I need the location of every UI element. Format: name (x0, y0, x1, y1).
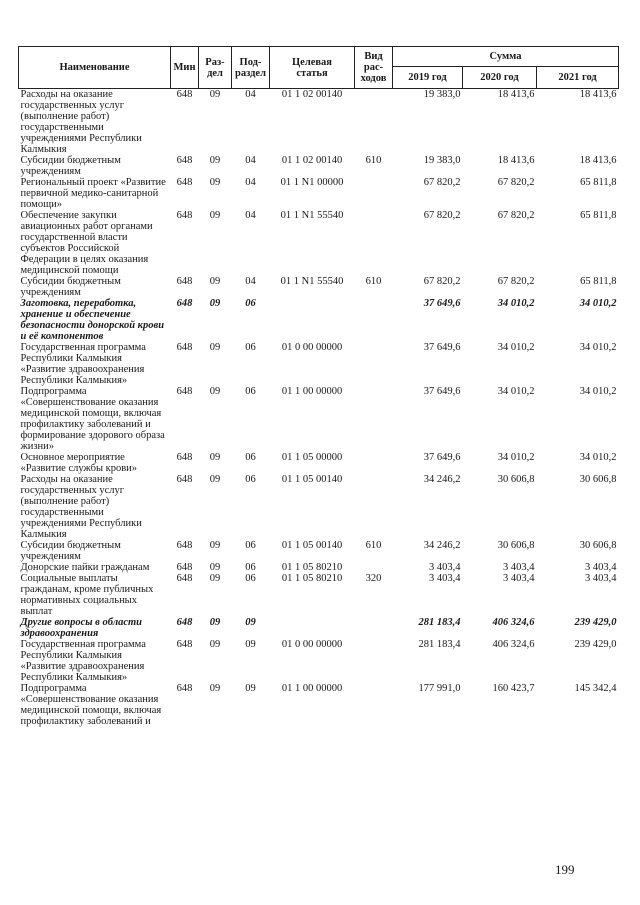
row-sum-2021: 3 403,4 (585, 573, 617, 584)
row-subsection: 09 (245, 683, 256, 694)
row-expense-type (355, 386, 393, 452)
row-sum-2020: 3 403,4 (503, 573, 535, 584)
header-name: Наименование (19, 47, 171, 89)
row-section: 09 (209, 562, 221, 573)
row-section: 09 (209, 177, 221, 188)
row-ministry: 648 (176, 617, 193, 628)
row-expense-type: 610 (365, 540, 382, 551)
row-section: 09 (209, 573, 221, 584)
row-subsection: 04 (245, 210, 256, 221)
row-expense-type: 610 (365, 276, 382, 287)
row-name: Подпрограмма «Совершенствование оказания медицинской помощи, включая профилактику заболеваний и (20, 683, 162, 727)
table-row (19, 540, 619, 562)
row-ministry: 648 (176, 210, 193, 221)
row-sum-2021: 3 403,4 (585, 562, 617, 573)
row-expense-type (355, 474, 393, 540)
row-sum-2020: 34 010,2 (497, 452, 535, 463)
header-target-item: Целевая статья (270, 47, 355, 89)
page-number: 199 (555, 862, 575, 877)
row-ministry: 648 (176, 562, 193, 573)
row-ministry: 648 (176, 342, 193, 353)
header-year-2021: 2021 год (537, 67, 619, 89)
row-sum-2020: 67 820,2 (497, 276, 535, 287)
row-name: Субсидии бюджетным учреждениям (20, 155, 121, 177)
header-section: Раз- дел (199, 47, 232, 89)
row-expense-type: 610 (365, 155, 382, 166)
row-name: Расходы на оказание государственных услуг (выполнение работ) государственными учреждениями Республики Калмыкия (20, 474, 142, 540)
row-ministry: 648 (176, 298, 193, 309)
row-sum-2020: 18 413,6 (497, 155, 535, 166)
header-ministry: Мин (171, 47, 199, 89)
row-section: 09 (209, 276, 221, 287)
row-sum-2019: 3 403,4 (429, 573, 461, 584)
row-sum-2020: 160 423,7 (492, 683, 535, 694)
header-expense-type: Вид рас- ходов (355, 47, 393, 89)
row-sum-2021: 239 429,0 (574, 639, 617, 650)
row-section: 09 (209, 342, 221, 353)
table-row (19, 89, 619, 156)
row-name: Социальные выплаты гражданам, кроме публичных нормативных социальных выплат (20, 573, 154, 617)
row-sum-2019: 37 649,6 (423, 452, 461, 463)
row-sum-2020: 67 820,2 (497, 210, 535, 221)
row-sum-2019: 37 649,6 (423, 386, 461, 397)
row-sum-2021: 65 811,8 (580, 177, 617, 188)
row-ministry: 648 (176, 177, 193, 188)
row-sum-2020: 34 010,2 (497, 386, 535, 397)
row-section: 09 (209, 452, 221, 463)
row-expense-type (355, 210, 393, 276)
table-row (19, 617, 619, 639)
table-row (19, 210, 619, 276)
row-section: 09 (209, 298, 221, 309)
row-expense-type (355, 562, 393, 573)
row-expense-type (355, 639, 393, 683)
row-sum-2020: 30 606,8 (497, 540, 535, 551)
row-sum-2021: 145 342,4 (574, 683, 617, 694)
row-sum-2020: 3 403,4 (503, 562, 535, 573)
table-row (19, 386, 619, 452)
row-ministry: 648 (176, 474, 193, 485)
row-ministry: 648 (176, 386, 193, 397)
row-target-item: 01 1 05 80210 (281, 562, 343, 573)
row-target-item: 01 1 02 00140 (281, 89, 343, 100)
row-name: Подпрограмма «Совершенствование оказания медицинской помощи, включая профилактику заболеваний и формирование здорового образа жизни» (20, 386, 165, 452)
row-sum-2020: 18 413,6 (497, 89, 535, 100)
row-ministry: 648 (176, 276, 193, 287)
header-subsection: Под- раздел (232, 47, 270, 89)
row-name: Основное мероприятие «Развитие службы крови» (20, 452, 138, 474)
budget-table (18, 46, 619, 727)
row-sum-2019: 67 820,2 (423, 276, 461, 287)
row-section: 09 (209, 89, 221, 100)
table-row (19, 474, 619, 540)
row-sum-2021: 239 429,0 (574, 617, 617, 628)
row-sum-2020: 406 324,6 (492, 639, 535, 650)
row-subsection: 04 (245, 155, 256, 166)
row-sum-2019: 19 383,0 (423, 89, 461, 100)
row-sum-2019: 67 820,2 (423, 210, 461, 221)
row-expense-type (355, 452, 393, 474)
row-sum-2020: 34 010,2 (497, 342, 535, 353)
table-row (19, 573, 619, 617)
row-section: 09 (209, 386, 221, 397)
row-sum-2021: 34 010,2 (579, 298, 617, 309)
row-target-item: 01 0 00 00000 (281, 639, 343, 650)
row-target-item (270, 617, 355, 639)
row-sum-2020: 34 010,2 (497, 298, 535, 309)
row-subsection: 06 (245, 342, 256, 353)
header-sum: Сумма (393, 47, 619, 67)
row-expense-type (355, 89, 393, 156)
row-name: Субсидии бюджетным учреждениям (20, 276, 121, 298)
row-sum-2019: 34 246,2 (423, 474, 461, 485)
row-ministry: 648 (176, 573, 193, 584)
row-section: 09 (209, 683, 221, 694)
row-target-item: 01 1 02 00140 (281, 155, 343, 166)
row-section: 09 (209, 210, 221, 221)
row-sum-2019: 37 649,6 (423, 342, 461, 353)
table-row (19, 155, 619, 177)
row-subsection: 06 (245, 298, 256, 309)
row-ministry: 648 (176, 639, 193, 650)
row-sum-2019: 34 246,2 (423, 540, 461, 551)
row-subsection: 06 (245, 386, 256, 397)
row-section: 09 (209, 639, 221, 650)
row-target-item: 01 1 05 00140 (281, 540, 343, 551)
row-sum-2019: 37 649,6 (423, 298, 461, 309)
row-section: 09 (209, 540, 221, 551)
row-name: Другие вопросы в области здравоохранения (20, 617, 143, 639)
row-sum-2019: 281 183,4 (418, 639, 461, 650)
row-ministry: 648 (176, 89, 193, 100)
row-name: Субсидии бюджетным учреждениям (20, 540, 121, 562)
row-sum-2021: 34 010,2 (579, 342, 617, 353)
table-row (19, 298, 619, 342)
table-row (19, 639, 619, 683)
row-target-item: 01 1 N1 00000 (280, 177, 344, 188)
row-sum-2021: 65 811,8 (580, 210, 617, 221)
row-sum-2019: 177 991,0 (418, 683, 461, 694)
row-target-item: 01 1 05 00000 (281, 452, 343, 463)
row-ministry: 648 (176, 452, 193, 463)
row-sum-2020: 67 820,2 (497, 177, 535, 188)
row-target-item: 01 1 00 00000 (281, 683, 343, 694)
row-name: Заготовка, переработка, хранение и обеспечение безопасности донорской крови и её компонентов (20, 298, 165, 342)
row-sum-2019: 67 820,2 (423, 177, 461, 188)
row-expense-type (355, 177, 393, 210)
row-target-item: 01 1 00 00000 (281, 386, 343, 397)
row-expense-type (355, 683, 393, 727)
row-expense-type (355, 298, 393, 342)
row-sum-2019: 3 403,4 (429, 562, 461, 573)
row-sum-2020: 406 324,6 (492, 617, 535, 628)
table-row (19, 177, 619, 210)
table-row (19, 452, 619, 474)
row-sum-2021: 34 010,2 (579, 452, 617, 463)
row-sum-2020: 30 606,8 (497, 474, 535, 485)
row-subsection: 06 (245, 474, 256, 485)
row-target-item: 01 1 N1 55540 (280, 210, 344, 221)
row-sum-2019: 19 383,0 (423, 155, 461, 166)
row-expense-type: 320 (365, 573, 382, 584)
table-row (19, 276, 619, 298)
row-subsection: 04 (245, 177, 256, 188)
row-target-item: 01 1 N1 55540 (280, 276, 344, 287)
row-target-item: 01 0 00 00000 (281, 342, 343, 353)
row-target-item (270, 298, 355, 342)
table-row (19, 562, 619, 573)
row-name: Государственная программа Республики Калмыкия «Развитие здравоохранения Республики Калмыкия» (20, 639, 146, 683)
row-sum-2021: 30 606,8 (579, 474, 617, 485)
row-ministry: 648 (176, 155, 193, 166)
row-name: Государственная программа Республики Калмыкия «Развитие здравоохранения Республики Калмыкия» (20, 342, 146, 386)
row-subsection: 09 (245, 617, 256, 628)
row-name: Расходы на оказание государственных услуг (выполнение работ) государственными учреждениями Республики Калмыкия (20, 89, 142, 155)
row-subsection: 06 (245, 562, 256, 573)
row-section: 09 (209, 155, 221, 166)
row-name: Обеспечение закупки авиационных работ органами государственной власти субъектов Российской Федерации в целях оказания медицинской помощи (20, 210, 153, 276)
row-subsection: 09 (245, 639, 256, 650)
row-target-item: 01 1 05 00140 (281, 474, 343, 485)
row-sum-2021: 18 413,6 (579, 89, 617, 100)
header-year-2020: 2020 год (463, 67, 537, 89)
table-row (19, 342, 619, 386)
row-expense-type (355, 617, 393, 639)
row-sum-2021: 18 413,6 (579, 155, 617, 166)
row-section: 09 (209, 617, 221, 628)
row-ministry: 648 (176, 540, 193, 551)
row-subsection: 04 (245, 276, 256, 287)
row-name: Донорские пайки гражданам (20, 562, 150, 573)
header-year-2019: 2019 год (393, 67, 463, 89)
row-expense-type (355, 342, 393, 386)
row-target-item: 01 1 05 80210 (281, 573, 343, 584)
row-sum-2021: 65 811,8 (580, 276, 617, 287)
row-subsection: 06 (245, 452, 256, 463)
row-subsection: 06 (245, 573, 256, 584)
row-sum-2021: 30 606,8 (579, 540, 617, 551)
row-sum-2019: 281 183,4 (418, 617, 461, 628)
row-subsection: 04 (245, 89, 256, 100)
row-sum-2021: 34 010,2 (579, 386, 617, 397)
table-row (19, 683, 619, 727)
row-ministry: 648 (176, 683, 193, 694)
row-section: 09 (209, 474, 221, 485)
row-subsection: 06 (245, 540, 256, 551)
row-name: Региональный проект «Развитие первичной медико-санитарной помощи» (20, 177, 166, 210)
